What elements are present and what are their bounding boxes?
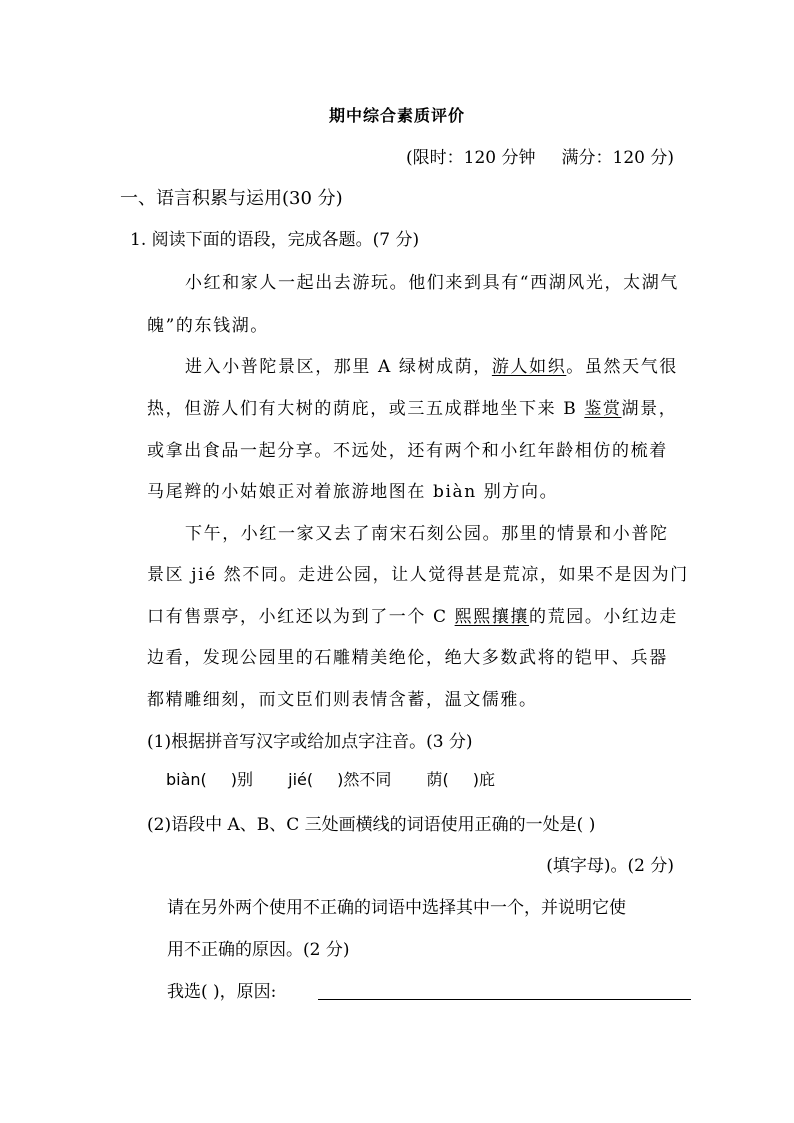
sub-question-2-tail: (填字母)。(2 分) [546, 856, 674, 876]
underlined-phrase: 游人如织 [491, 357, 567, 377]
sub-question-1-stem: (1)根据拼音写汉字或给加点字注音。(3 分) [147, 732, 473, 752]
passage-line: 小红和家人一起出去游玩。他们来到具有“西湖风光，太湖气 [185, 273, 679, 293]
underlined-phrase: 熙熙攘攘 [454, 607, 530, 627]
passage-line: 下午，小红一家又去了南宋石刻公园。那里的情景和小普陀 [185, 524, 669, 544]
section-heading: 一、语言积累与运用(30 分) [120, 188, 343, 209]
pinyin-item: jié( )然不同 [288, 770, 392, 789]
underlined-phrase: 鉴赏 [584, 399, 622, 419]
passage-line: 热，但游人们有大树的荫庇，或三五成群地坐下来 B 鉴赏湖景， [147, 399, 678, 419]
page-title: 期中综合素质评价 [328, 106, 465, 125]
sub-question-2-stem: (2)语段中 A、B、C 三处画横线的词语使用正确的一处是( ) [147, 815, 596, 835]
passage-line: 魄”的东钱湖。 [147, 316, 269, 336]
full-score: 满分：120 分) [561, 148, 674, 168]
passage-line: 或拿出食品一起分享。不远处，还有两个和小红年龄相仿的梳着 [147, 441, 668, 461]
sub-question-2-follow: 请在另外两个使用不正确的词语中选择其中一个，并说明它使 [167, 898, 626, 918]
question-1-stem: 1. 阅读下面的语段，完成各题。(7 分) [130, 230, 420, 250]
answer-line[interactable] [318, 999, 691, 1000]
sub-question-2-follow: 用不正确的原因。(2 分) [167, 940, 350, 960]
time-limit: (限时：120 分钟 [406, 148, 536, 168]
passage-line: 马尾辫的小姑娘正对着旅游地图在 biàn 别方向。 [147, 482, 559, 502]
pinyin-items [166, 772, 525, 788]
passage-line: 口有售票亭，小红还以为到了一个 C 熙熙攘攘的荒园。小红边走 [147, 607, 678, 627]
passage-line: 进入小普陀景区，那里 A 绿树成荫，游人如织。虽然天气很 [185, 357, 678, 377]
passage-line: 都精雕细刻，而文臣们则表情含蓄，温文儒雅。 [147, 690, 538, 710]
passage-line: 边看，发现公园里的石雕精美绝伦，绝大多数武将的铠甲、兵器 [147, 648, 668, 668]
passage-line: 景区 jié 然不同。走进公园，让人觉得甚是荒凉，如果不是因为门 [147, 565, 689, 585]
choice-label: 我选( )，原因: [167, 982, 277, 1002]
pinyin-item: biàn( )别 [166, 770, 254, 789]
pinyin-item: 荫( )庇 [426, 770, 495, 789]
exam-time-info [406, 150, 674, 167]
